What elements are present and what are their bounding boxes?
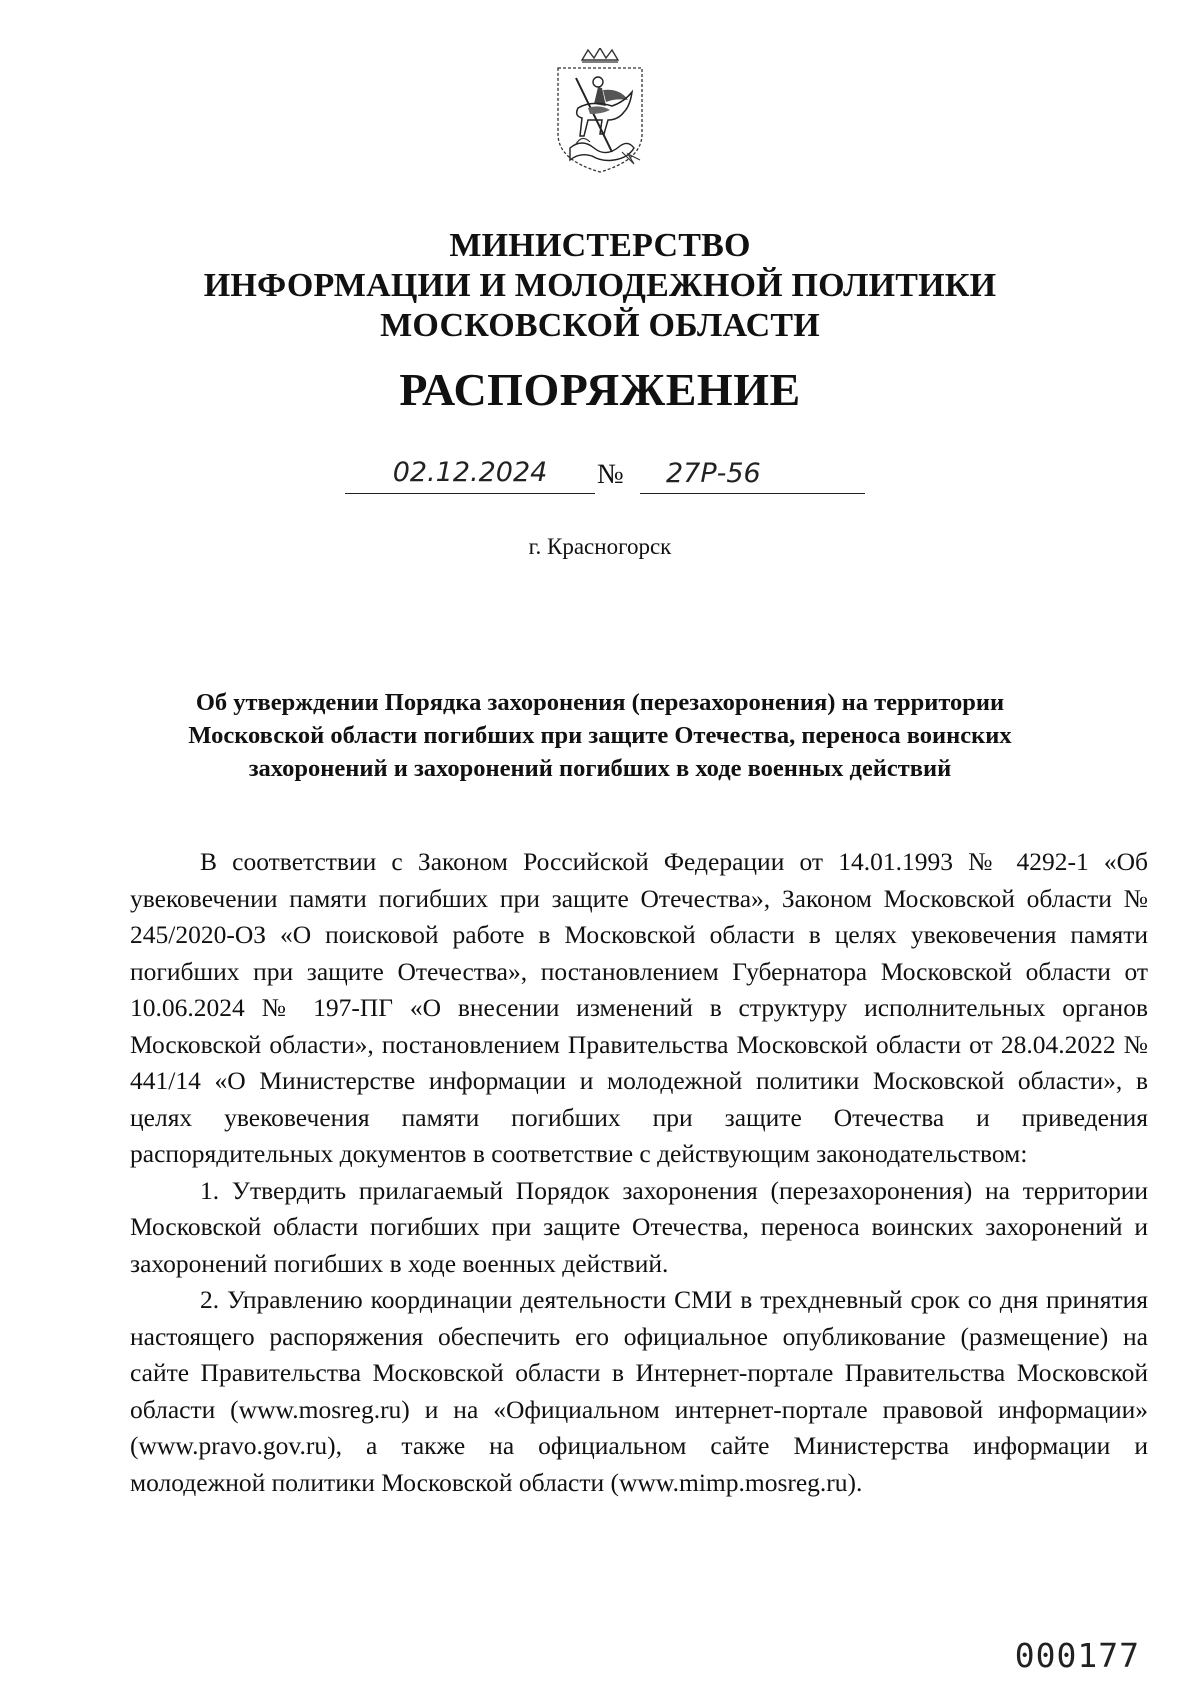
subject-line-2: Московской области погибших при защите Отечества, переноса воинских [188, 722, 1012, 749]
ministry-line-3: МОСКОВСКОЙ ОБЛАСТИ [380, 307, 820, 344]
number-sign: № [597, 459, 624, 490]
ministry-line-1: МИНИСТЕРСТВО [449, 227, 751, 264]
ministry-name [100, 226, 1100, 346]
coat-of-arms-icon [548, 48, 652, 176]
document-body [130, 844, 1148, 1501]
subject-line-3: захоронений и захоронений погибших в ходе военных действий [248, 755, 952, 782]
document-date: 02.12.2024 [345, 453, 595, 494]
document-subject [150, 686, 1050, 785]
preamble-paragraph: В соответствии с Законом Российской Федерации от 14.01.1993 № 4292-1 «Об увековечении памяти погибших при защите Отечества», Законом Московской области № 245/2020-ОЗ «О поисковой работе в Московской области в целях увековечения памяти погибших при защите Отечества», постановлением Губернатора Московской области от 10.06.2024 № 197-ПГ «О внесении изменений в структуру исполнительных органов Московской области», постановлением Правительства Московской области от 28.04.2022 № 441/14 «О Министерстве информации и молодежной политики Московской области», в целях увековечения памяти погибших при защите Отечества и приведения распорядительных документов в соответствие с действующим законодательством: [130, 847, 1148, 1168]
clause-2-paragraph: 2. Управлению координации деятельности СМИ в трехдневный срок со дня принятия настоящего распоряжения обеспечить его официальное опубликование (размещение) на сайте Правительства Московской области в Интернет-портале Правительства Московской области (www.mosreg.ru) и на «Официальном интернет-портале правовой информации» (www.pravo.gov.ru), а также на официальном сайте Министерства информации и молодежной политики Московской области (www.mimp.mosreg.ru). [130, 1285, 1148, 1497]
subject-line-1: Об утверждении Порядка захоронения (перезахоронения) на территории [195, 689, 1005, 716]
city-of-issue: г. Красногорск [528, 534, 672, 559]
ministry-line-2: ИНФОРМАЦИИ И МОЛОДЕЖНОЙ ПОЛИТИКИ [203, 267, 997, 304]
document-type-title: РАСПОРЯЖЕНИЕ [399, 364, 801, 415]
date-number-line [345, 448, 865, 494]
document-number: 27Р-56 [640, 454, 865, 494]
page-serial-number: 000177 [1014, 1636, 1140, 1675]
clause-1-paragraph: 1. Утвердить прилагаемый Порядок захоронения (перезахоронения) на территории Московской области погибших при защите Отечества, переноса воинских захоронений и захоронений погибших в ходе военных действий. [130, 1175, 1148, 1278]
